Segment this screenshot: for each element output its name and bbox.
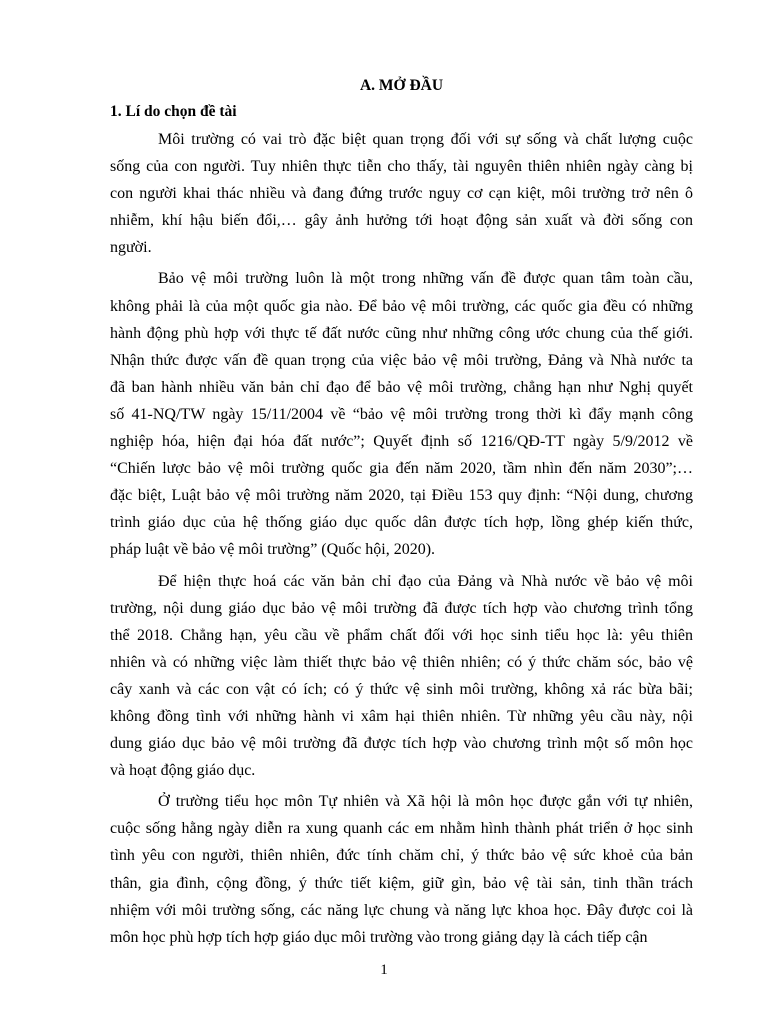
page-content	[110, 74, 693, 955]
paragraph	[110, 568, 693, 785]
paragraph-line: người.	[110, 239, 152, 257]
paragraph	[110, 126, 693, 261]
paragraph-line: thân, gia đình, cộng đồng, ý thức tiết kiệm, giữ gìn, bảo vệ tài sản, tinh thần trách	[110, 874, 693, 892]
paragraph-line: Để hiện thực hoá các văn bản chỉ đạo của Đảng và Nhà nước về bảo vệ môi	[158, 572, 693, 590]
paragraph-line: hành động phù hợp với thực tế đất nước cũng như những công ước chung của thế giới.	[110, 324, 693, 342]
paragraph-line: trường, nội dung giáo dục bảo vệ môi trường đã được tích hợp vào chương trình tổng	[110, 599, 693, 617]
page-number: 1	[380, 962, 388, 978]
paragraph-line: Nhận thức được vấn đề quan trọng của việc bảo vệ môi trường, Đảng và Nhà nước ta	[110, 351, 693, 369]
paragraph-line: nhiên và có những việc làm thiết thực bảo vệ thiên nhiên; có ý thức chăm sóc, bảo vệ	[110, 653, 693, 671]
paragraph-line: dung giáo dục bảo vệ môi trường đã được tích hợp vào chương trình một số môn học	[110, 735, 693, 753]
paragraph-line: pháp luật về bảo vệ môi trường” (Quốc hội, 2020).	[110, 541, 436, 559]
paragraph-line: không đồng tình với những hành vi xâm hại thiên nhiên. Từ những yêu cầu này, nội	[110, 707, 693, 725]
paragraph-line: trình giáo dục của hệ thống giáo dục quốc dân được tích hợp, lồng ghép kiến thức,	[110, 514, 693, 532]
paragraph	[110, 788, 693, 951]
paragraph-line: Môi trường có vai trò đặc biệt quan trọng đối với sự sống và chất lượng cuộc	[158, 131, 693, 148]
paragraph-line: nghiệp hóa, hiện đại hóa đất nước”; Quyết định số 1216/QĐ-TT ngày 5/9/2012 về	[110, 433, 693, 451]
paragraph-line: tình yêu con người, thiên nhiên, đức tính chăm chỉ, ý thức bảo vệ sức khoẻ của bản	[110, 847, 693, 865]
document-title: A. MỞ ĐẦU	[359, 77, 444, 94]
paragraph-line: nhiệm với môi trường sống, các năng lực chung và năng lực khoa học. Đây được coi là	[110, 901, 693, 919]
paragraph-line: thể 2018. Chẳng hạn, yêu cầu về phẩm chất đối với học sinh tiểu học là: yêu thiên	[110, 626, 693, 644]
paragraph-line: số 41-NQ/TW ngày 15/11/2004 về “bảo vệ môi trường trong thời kì đẩy mạnh công	[110, 405, 693, 423]
section-heading: 1. Lí do chọn đề tài	[110, 103, 237, 120]
paragraph-line: đặc biệt, Luật bảo vệ môi trường năm 2020, tại Điều 153 quy định: “Nội dung, chương	[110, 487, 693, 505]
paragraph-line: Bảo vệ môi trường luôn là một trong những vấn đề được quan tâm toàn cầu,	[158, 270, 693, 288]
paragraph-line: cây xanh và các con vật có ích; có ý thức vệ sinh môi trường, không xả rác bừa bãi;	[110, 680, 693, 698]
paragraph-line: sống của con người. Tuy nhiên thực tiễn cho thấy, tài nguyên thiên nhiên ngày càng bị	[110, 158, 693, 176]
paragraph-line: môn học phù hợp tích hợp giáo dục môi trường vào trong giảng dạy là cách tiếp cận	[110, 928, 648, 946]
paragraph-line: cuộc sống hằng ngày diễn ra xung quanh các em nhằm hình thành phát triển ở học sinh	[110, 820, 693, 838]
paragraph-line: “Chiến lược bảo vệ môi trường quốc gia đến năm 2020, tầm nhìn đến năm 2030”;…	[110, 460, 693, 478]
paragraph-line: không phải là của một quốc gia nào. Để bảo vệ môi trường, các quốc gia đều có những	[110, 297, 693, 315]
paragraph-line: đã ban hành nhiều văn bản chỉ đạo để bảo vệ môi trường, chẳng hạn như Nghị quyết	[110, 378, 693, 396]
paragraph-line: nhiễm, khí hậu biến đổi,… gây ảnh hưởng tới hoạt động sản xuất và đời sống con	[110, 212, 693, 230]
paragraph-line: con người khai thác nhiều và đang đứng trước nguy cơ cạn kiệt, môi trường trở nên ô	[110, 185, 693, 203]
body-text	[110, 126, 693, 951]
paragraph	[110, 265, 693, 563]
paragraph-line: và hoạt động giáo dục.	[110, 762, 256, 780]
paragraph-line: Ở trường tiểu học môn Tự nhiên và Xã hội là môn học được gắn với tự nhiên,	[158, 793, 693, 811]
